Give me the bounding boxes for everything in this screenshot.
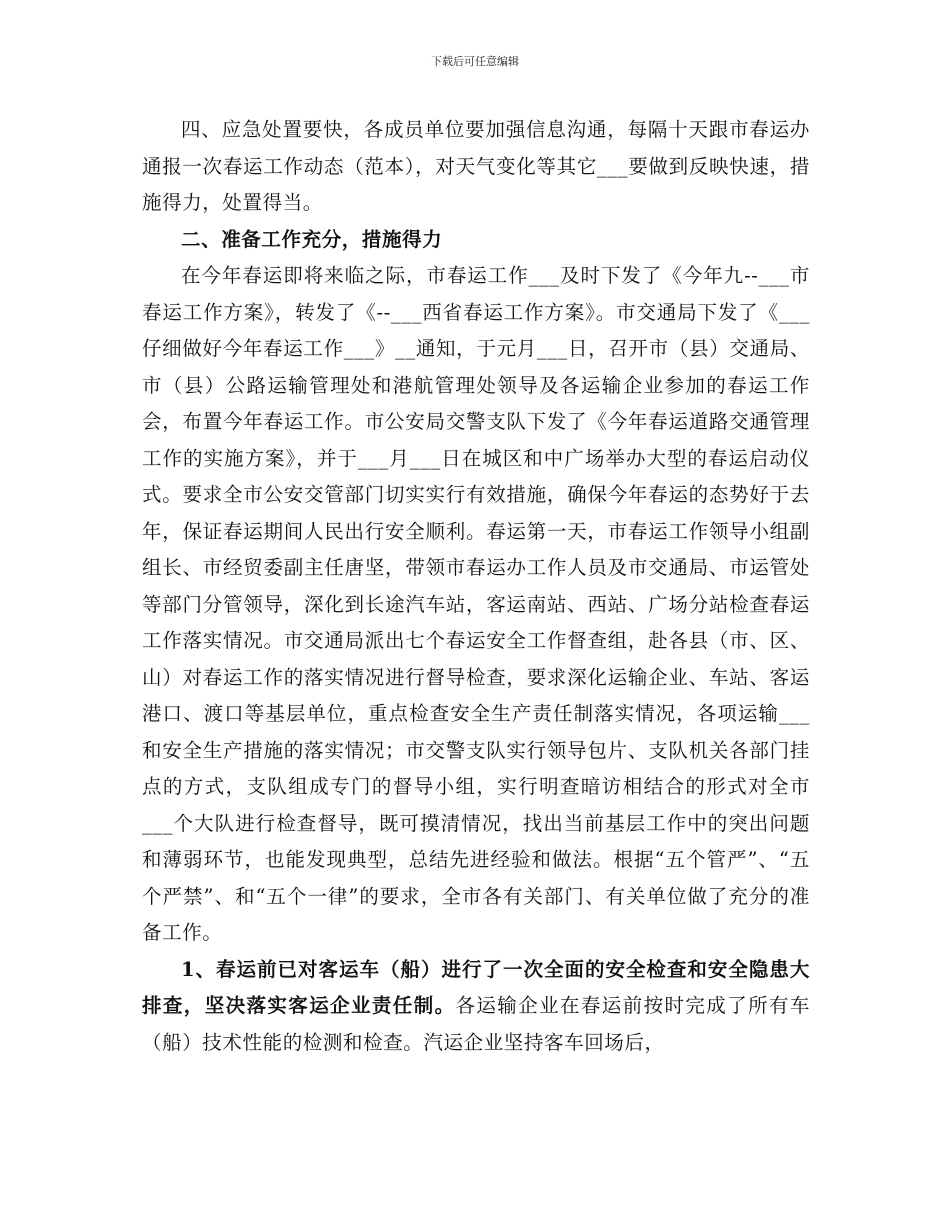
paragraph-emergency-response	[142, 112, 810, 222]
paragraph-vehicle-inspection	[142, 952, 810, 1062]
paragraph-text: 各运输企业在春运前按时完成了所有车（船）技术性能的检测和检查。汽运企业坚持客车回场后，	[142, 994, 810, 1054]
paragraph-text: 在今年春运即将来临之际，市春运工作___及时下发了《今年九--___市春运工作方案》，转发了《--___西省春运工作方案》。市交通局下发了《___仔细做好今年春运工作___》__通知，于元月___日，召开市（县）交通局、市（县）公路运输管理处和港航管理处领导及各运输企业参加的春运工作会，布置今年春运工作。市公安局交警支队下发了《今年春运道路交通管理工作的实施方案》，并于___月___日在城区和中广场举办大型的春运启动仪式。要求全市公安交管部门切实实行有效措施，确保今年春运的态势好于去年，保证春运期间人民出行安全顺利。春运第一天，市春运工作领导小组副组长、市经贸委副主任唐坚，带领市春运办工作人员及市交通局、市运管处等部门分管领导，深化到长途汽车站，客运南站、西站、广场分站检查春运工作落实情况。市交通局派出七个春运安全工作督查组，赴各县（市、区、山）对春运工作的落实情况进行督导检查，要求深化运输企业、车站、客运港口、渡口等基层单位，重点检查安全生产责任制落实情况，各项运输___和安全生产措施的落实情况；市交警支队实行领导包片、支队机关各部门挂点的方式，支队组成专门的督导小组，实行明查暗访相结合的形式对全市___个大队进行检查督导，既可摸清情况，找出当前基层工作中的突出问题和薄弱环节，也能发现典型，总结先进经验和做法。根据“五个管严”、“五个严禁”、和“五个一律”的要求，全市各有关部门、有关单位做了充分的准备工作。	[142, 264, 810, 944]
heading-text: 二、准备工作充分，措施得力	[181, 227, 443, 251]
paragraph-preparation-details	[142, 258, 810, 952]
section-heading-preparation	[142, 222, 810, 259]
document-body	[142, 112, 810, 1061]
page-header: 下载后可任意编辑	[431, 55, 519, 68]
paragraph-text: 四、应急处置要快，各成员单位要加强信息沟通，每隔十天跟市春运办通报一次春运工作动态（范本），对天气变化等其它___要做到反映快速，措施得力，处置得当。	[142, 118, 810, 214]
paragraph-lead-bold: 1、春运前已对客运车（船）进行了一次全面的安全检查和安全隐患大排查，坚决落实客运企业责任制。	[142, 957, 810, 1017]
